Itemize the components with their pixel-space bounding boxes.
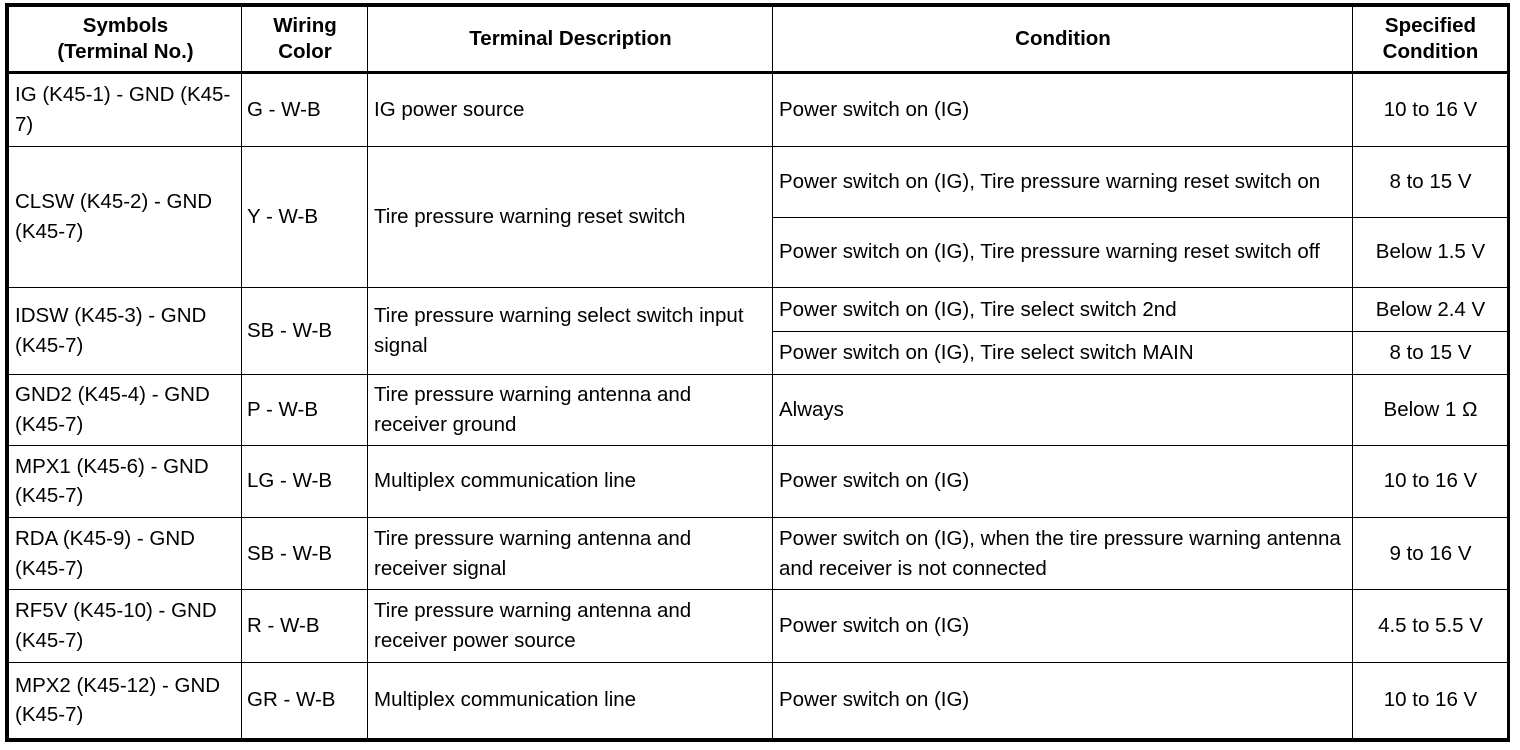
header-specified-condition: Specified Condition [1353,7,1508,73]
header-symbols: Symbols (Terminal No.) [9,7,242,73]
terminal-symbol: IDSW (K45-3) - GND (K45-7) [9,287,242,374]
terminal-description: Tire pressure warning antenna and receiver power source [368,590,773,662]
header-condition: Condition [773,7,1353,73]
header-terminal-description: Terminal Description [368,7,773,73]
terminal-symbol: RF5V (K45-10) - GND (K45-7) [9,590,242,662]
wiring-color: G - W-B [242,73,368,147]
wiring-color: GR - W-B [242,662,368,738]
table-row [9,517,1508,589]
terminal-symbol: MPX1 (K45-6) - GND (K45-7) [9,445,242,517]
header-row [9,7,1508,73]
wiring-color: R - W-B [242,590,368,662]
terminal-description: IG power source [368,73,773,147]
table-row [9,73,1508,147]
condition: Power switch on (IG) [773,445,1353,517]
table-body [9,73,1508,739]
specified-condition: 8 to 15 V [1353,332,1508,375]
condition: Power switch on (IG), Tire select switch 2nd [773,287,1353,331]
specified-condition: Below 2.4 V [1353,287,1508,331]
condition: Power switch on (IG) [773,73,1353,147]
table-row [9,590,1508,662]
terminal-table [8,6,1508,739]
terminal-description: Multiplex communication line [368,662,773,738]
terminal-table-frame [5,3,1510,742]
specified-condition: 10 to 16 V [1353,445,1508,517]
condition: Power switch on (IG), Tire pressure warning reset switch on [773,147,1353,217]
condition: Power switch on (IG), when the tire pressure warning antenna and receiver is not connected [773,517,1353,589]
specified-condition: 8 to 15 V [1353,147,1508,217]
wiring-color: Y - W-B [242,147,368,288]
wiring-color: SB - W-B [242,287,368,374]
wiring-color: SB - W-B [242,517,368,589]
table-row [9,287,1508,331]
specified-condition: Below 1.5 V [1353,217,1508,287]
table-row [9,662,1508,738]
specified-condition: 10 to 16 V [1353,73,1508,147]
terminal-description: Multiplex communication line [368,445,773,517]
header-wiring-color: Wiring Color [242,7,368,73]
terminal-symbol: CLSW (K45-2) - GND (K45-7) [9,147,242,288]
condition: Power switch on (IG), Tire select switch MAIN [773,332,1353,375]
terminal-description: Tire pressure warning antenna and receiver ground [368,375,773,445]
condition: Power switch on (IG) [773,590,1353,662]
condition: Power switch on (IG) [773,662,1353,738]
table-row [9,147,1508,217]
terminal-symbol: IG (K45-1) - GND (K45-7) [9,73,242,147]
terminal-description: Tire pressure warning select switch input signal [368,287,773,374]
table-row [9,445,1508,517]
specified-condition: 4.5 to 5.5 V [1353,590,1508,662]
terminal-description: Tire pressure warning reset switch [368,147,773,288]
wiring-color: LG - W-B [242,445,368,517]
terminal-symbol: MPX2 (K45-12) - GND (K45-7) [9,662,242,738]
specified-condition: 10 to 16 V [1353,662,1508,738]
specified-condition: 9 to 16 V [1353,517,1508,589]
wiring-color: P - W-B [242,375,368,445]
condition: Power switch on (IG), Tire pressure warning reset switch off [773,217,1353,287]
specified-condition: Below 1 Ω [1353,375,1508,445]
condition: Always [773,375,1353,445]
terminal-symbol: RDA (K45-9) - GND (K45-7) [9,517,242,589]
terminal-symbol: GND2 (K45-4) - GND (K45-7) [9,375,242,445]
table-row [9,375,1508,445]
terminal-description: Tire pressure warning antenna and receiver signal [368,517,773,589]
